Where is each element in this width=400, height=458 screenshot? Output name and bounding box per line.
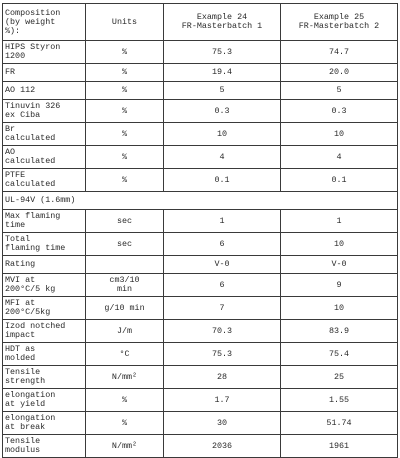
- table-row: [3, 274, 398, 297]
- row-value-ex24: 7: [164, 297, 281, 320]
- row-value-ex25: 10: [281, 123, 398, 146]
- table-row: [3, 123, 398, 146]
- row-label: AO 112: [3, 82, 86, 100]
- row-unit: sec: [86, 233, 164, 256]
- row-label-section: UL-94V (1.6mm): [3, 192, 398, 210]
- table-row: [3, 412, 398, 435]
- row-unit: %: [86, 169, 164, 192]
- table-row: [3, 192, 398, 210]
- table-row: [3, 297, 398, 320]
- row-value-ex25: 5: [281, 82, 398, 100]
- row-value-ex25: 75.4: [281, 343, 398, 366]
- row-value-ex24: V-0: [164, 256, 281, 274]
- row-unit: %: [86, 64, 164, 82]
- row-value-ex25: 1961: [281, 435, 398, 458]
- row-value-ex24: 75.3: [164, 343, 281, 366]
- row-label: elongation at yield: [3, 389, 86, 412]
- table-row: [3, 435, 398, 458]
- table-row: [3, 233, 398, 256]
- row-unit: %: [86, 146, 164, 169]
- row-value-ex24: 4: [164, 146, 281, 169]
- row-value-ex25: 51.74: [281, 412, 398, 435]
- row-value-ex25: 10: [281, 233, 398, 256]
- row-value-ex25: 25: [281, 366, 398, 389]
- row-unit: %: [86, 82, 164, 100]
- row-label: Total flaming time: [3, 233, 86, 256]
- table-row: [3, 210, 398, 233]
- row-value-ex25: 9: [281, 274, 398, 297]
- row-label: HDT as molded: [3, 343, 86, 366]
- table-row: [3, 169, 398, 192]
- row-value-ex24: 6: [164, 233, 281, 256]
- table-row: [3, 256, 398, 274]
- row-unit: g/10 min: [86, 297, 164, 320]
- row-value-ex25: 4: [281, 146, 398, 169]
- row-value-ex24: 19.4: [164, 64, 281, 82]
- table-row: [3, 389, 398, 412]
- row-value-ex24: 30: [164, 412, 281, 435]
- table-row: [3, 343, 398, 366]
- row-value-ex24: 5: [164, 82, 281, 100]
- row-unit: %: [86, 41, 164, 64]
- row-value-ex25: 1.55: [281, 389, 398, 412]
- row-value-ex24: 6: [164, 274, 281, 297]
- composition-table: [2, 3, 398, 458]
- row-label: PTFE calculated: [3, 169, 86, 192]
- header-example-25: Example 25 FR-Masterbatch 2: [281, 4, 398, 41]
- header-row: [3, 4, 398, 41]
- row-value-ex25: 20.0: [281, 64, 398, 82]
- row-value-ex25: 83.9: [281, 320, 398, 343]
- row-value-ex25: 0.1: [281, 169, 398, 192]
- table-row: [3, 64, 398, 82]
- table-row: [3, 100, 398, 123]
- header-example-24: Example 24 FR-Masterbatch 1: [164, 4, 281, 41]
- row-value-ex25: 10: [281, 297, 398, 320]
- row-value-ex24: 10: [164, 123, 281, 146]
- row-unit: N/mm²: [86, 435, 164, 458]
- row-unit: J/m: [86, 320, 164, 343]
- row-value-ex25: 74.7: [281, 41, 398, 64]
- row-value-ex24: 2036: [164, 435, 281, 458]
- row-unit: %: [86, 100, 164, 123]
- row-label: FR: [3, 64, 86, 82]
- row-unit: [86, 256, 164, 274]
- row-value-ex24: 28: [164, 366, 281, 389]
- row-label: Tinuvin 326 ex Ciba: [3, 100, 86, 123]
- row-label: Br calculated: [3, 123, 86, 146]
- row-label: Tensile modulus: [3, 435, 86, 458]
- row-value-ex24: 75.3: [164, 41, 281, 64]
- row-label: HIPS Styron 1200: [3, 41, 86, 64]
- composition-table-sheet: [2, 3, 397, 455]
- row-unit: sec: [86, 210, 164, 233]
- row-label: elongation at break: [3, 412, 86, 435]
- row-value-ex25: V-0: [281, 256, 398, 274]
- row-label: Rating: [3, 256, 86, 274]
- row-unit: N/mm²: [86, 366, 164, 389]
- row-value-ex24: 70.3: [164, 320, 281, 343]
- row-unit: %: [86, 123, 164, 146]
- row-label: MFI at 200°C/5kg: [3, 297, 86, 320]
- row-value-ex25: 0.3: [281, 100, 398, 123]
- row-label: Tensile strength: [3, 366, 86, 389]
- header-units: Units: [86, 4, 164, 41]
- row-value-ex24: 1: [164, 210, 281, 233]
- row-value-ex24: 0.3: [164, 100, 281, 123]
- table-row: [3, 320, 398, 343]
- table-row: [3, 41, 398, 64]
- table-row: [3, 146, 398, 169]
- table-row: [3, 366, 398, 389]
- row-label: Izod notched impact: [3, 320, 86, 343]
- table-row: [3, 82, 398, 100]
- row-value-ex25: 1: [281, 210, 398, 233]
- row-value-ex24: 1.7: [164, 389, 281, 412]
- row-unit: %: [86, 412, 164, 435]
- row-label: AO calculated: [3, 146, 86, 169]
- header-composition: Composition (by weight %):: [3, 4, 86, 41]
- row-value-ex24: 0.1: [164, 169, 281, 192]
- row-unit: %: [86, 389, 164, 412]
- row-label: MVI at 200°C/5 kg: [3, 274, 86, 297]
- row-unit: cm3/10 min: [86, 274, 164, 297]
- row-unit: °C: [86, 343, 164, 366]
- row-label: Max flaming time: [3, 210, 86, 233]
